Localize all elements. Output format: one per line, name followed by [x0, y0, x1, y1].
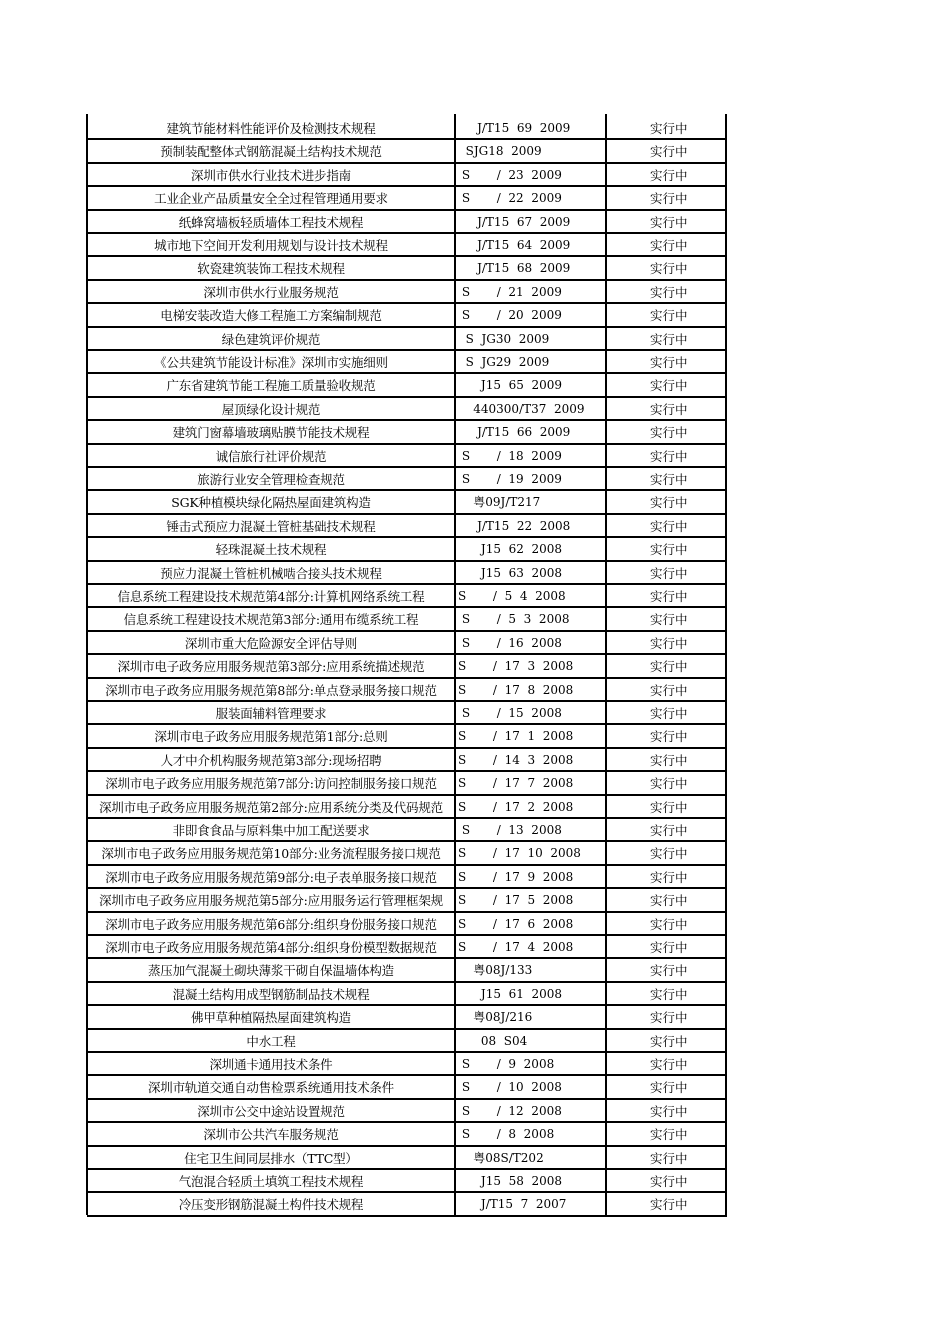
standard-name: 冷压变形钢筋混凝土构件技术规程	[178, 1197, 364, 1213]
table-row	[0, 1193, 950, 1216]
table-row	[0, 585, 950, 608]
standard-name: 人才中介机构服务规范第3部分:现场招聘	[160, 752, 382, 768]
standard-name: 深圳市电子政务应用服务规范第10部分:业务流程服务接口规范	[101, 846, 441, 862]
standard-code: S / 17 9 2008	[458, 869, 574, 884]
standard-status: 实行中	[650, 659, 688, 675]
table-row	[0, 725, 950, 748]
table-row	[0, 679, 950, 702]
table-row	[0, 866, 950, 889]
standard-code: S / 23 2009	[458, 167, 562, 182]
standard-name: SGK种植模块绿化隔热屋面建筑构造	[171, 495, 371, 511]
table-row	[0, 702, 950, 725]
standard-code: S / 17 6 2008	[458, 916, 574, 931]
standard-code: S JG29 2009	[458, 355, 550, 369]
standard-name: 绿色建筑评价规范	[221, 331, 321, 347]
standard-code: 粤08S/T202	[458, 1150, 544, 1165]
standard-status: 实行中	[650, 308, 688, 324]
table-row	[0, 1123, 950, 1146]
table-row	[0, 983, 950, 1006]
standard-status: 实行中	[650, 986, 688, 1002]
standard-status: 实行中	[650, 448, 688, 464]
table-row	[0, 234, 950, 257]
standard-status: 实行中	[650, 214, 688, 230]
standard-status: 实行中	[650, 846, 688, 862]
standard-status: 实行中	[650, 401, 688, 417]
standard-name: 佛甲草种植隔热屋面建筑构造	[191, 1010, 351, 1026]
standard-code: S / 5 3 2008	[458, 612, 570, 627]
standard-name: 深圳市公交中途站设置规范	[197, 1103, 345, 1119]
standard-status: 实行中	[650, 542, 688, 558]
standard-name: 软瓷建筑装饰工程技术规程	[197, 261, 345, 277]
standard-status: 实行中	[650, 940, 688, 955]
standard-code: S / 12 2008	[458, 1103, 562, 1118]
standard-name: 深圳市电子政务应用服务规范第8部分:单点登录服务接口规范	[105, 682, 437, 698]
standard-status: 实行中	[650, 612, 688, 628]
standard-code: S / 16 2008	[458, 635, 562, 650]
table-row	[0, 1147, 950, 1170]
standard-status: 实行中	[650, 869, 688, 885]
standard-name: 深圳市电子政务应用服务规范第2部分:应用系统分类及代码规范	[99, 799, 443, 815]
standard-name: 锤击式预应力混凝土管桩基础技术规程	[166, 518, 376, 534]
standard-status: 实行中	[650, 776, 688, 792]
standard-code: J/T15 7 2007	[458, 1197, 567, 1212]
standard-status: 实行中	[650, 331, 688, 347]
table-row	[0, 351, 950, 374]
table-row	[0, 1006, 950, 1029]
standard-name: 信息系统工程建设技术规范第3部分:通用布缆系统工程	[123, 612, 419, 628]
standard-name: 深圳市电子政务应用服务规范第4部分:组织身份模型数据规范	[105, 940, 437, 955]
standard-code: S / 17 4 2008	[458, 940, 574, 954]
table-row	[0, 515, 950, 538]
standard-status: 实行中	[650, 1033, 688, 1049]
standard-code: J15 63 2008	[458, 565, 563, 580]
standard-status: 实行中	[650, 191, 688, 207]
standard-code: S / 18 2009	[458, 448, 562, 463]
standard-name: 深圳通卡通用技术条件	[209, 1057, 333, 1072]
table-row	[0, 117, 950, 140]
standard-name: 蒸压加气混凝土砌块薄浆干砌自保温墙体构造	[147, 963, 394, 979]
standard-name: 深圳市公共汽车服务规范	[203, 1127, 339, 1143]
standard-code: J/T15 22 2008	[458, 518, 571, 533]
table-row	[0, 842, 950, 865]
standard-code: 粤08J/133	[458, 963, 533, 978]
table-row	[0, 819, 950, 842]
standard-code: J/T15 66 2009	[458, 425, 571, 440]
standard-name: 轻珠混凝土技术规程	[215, 542, 327, 558]
table-row	[0, 164, 950, 187]
table-row	[0, 445, 950, 468]
standard-status: 实行中	[650, 706, 688, 721]
standard-name: 深圳市重大危险源安全评估导则	[184, 635, 358, 651]
standard-name: 气泡混合轻质土填筑工程技术规程	[178, 1174, 364, 1189]
standard-code: J/T15 64 2009	[458, 238, 571, 252]
standard-status: 实行中	[650, 589, 688, 604]
standard-code: S / 8 2008	[458, 1127, 555, 1142]
standard-status: 实行中	[650, 121, 688, 136]
standard-status: 实行中	[650, 1103, 688, 1119]
standard-name: 深圳市电子政务应用服务规范第7部分:访问控制服务接口规范	[105, 776, 437, 792]
standard-name: 工业企业产品质量安全全过程管理通用要求	[154, 191, 388, 207]
standard-code: 粤08J/216	[458, 1010, 533, 1025]
standard-status: 实行中	[650, 729, 688, 745]
table-row	[0, 749, 950, 772]
standard-name: 信息系统工程建设技术规范第4部分:计算机网络系统工程	[117, 589, 425, 604]
table-row	[0, 772, 950, 795]
table-row	[0, 1100, 950, 1123]
standard-code: J15 65 2009	[458, 378, 563, 393]
standard-status: 实行中	[650, 1197, 688, 1213]
standard-status: 实行中	[650, 378, 688, 394]
standard-code: SJG18 2009	[458, 144, 542, 159]
standard-status: 实行中	[650, 682, 688, 698]
table-row	[0, 257, 950, 280]
standard-name: 建筑门窗幕墙玻璃贴膜节能技术规程	[172, 425, 370, 441]
standard-code: S / 19 2009	[458, 472, 562, 486]
standard-status: 实行中	[650, 1174, 688, 1189]
standard-name: 电梯安装改造大修工程施工方案编制规范	[160, 308, 382, 324]
table-row	[0, 913, 950, 936]
table-row	[0, 632, 950, 655]
standard-name: 旅游行业安全管理检查规范	[197, 472, 345, 487]
table-row	[0, 538, 950, 561]
standard-name: 深圳市供水行业技术进步指南	[191, 167, 351, 183]
standard-status: 实行中	[650, 518, 688, 534]
standard-code: S / 10 2008	[458, 1080, 562, 1095]
standard-status: 实行中	[650, 565, 688, 581]
standard-code: S / 17 10 2008	[458, 846, 581, 861]
standard-code: S / 22 2009	[458, 191, 562, 206]
standard-status: 实行中	[650, 1010, 688, 1026]
standard-name: 非即食食品与原料集中加工配送要求	[172, 823, 370, 838]
standard-status: 实行中	[650, 963, 688, 979]
standard-code: S / 13 2008	[458, 823, 562, 837]
standard-code: S / 17 1 2008	[458, 729, 574, 744]
table-row	[0, 304, 950, 327]
standard-status: 实行中	[650, 823, 688, 838]
standard-status: 实行中	[650, 495, 688, 511]
standard-name: 深圳市电子政务应用服务规范第9部分:电子表单服务接口规范	[105, 869, 437, 885]
standard-code: J15 58 2008	[458, 1174, 563, 1188]
table-row	[0, 468, 950, 491]
table-row	[0, 187, 950, 210]
standard-status: 实行中	[650, 472, 688, 487]
standard-name: 深圳市电子政务应用服务规范第5部分:应用服务运行管理框架规	[99, 893, 443, 909]
table-row	[0, 140, 950, 163]
standard-name: 广东省建筑节能工程施工质量验收规范	[166, 378, 376, 394]
standard-code: S / 14 3 2008	[458, 752, 574, 767]
standard-status: 实行中	[650, 425, 688, 441]
standard-name: 预应力混凝土管桩机械啮合接头技术规程	[160, 565, 382, 581]
standard-code: S / 20 2009	[458, 308, 562, 323]
standard-name: 深圳市电子政务应用服务规范第3部分:应用系统描述规范	[117, 659, 425, 675]
table-row	[0, 562, 950, 585]
table-row	[0, 889, 950, 912]
standard-status: 实行中	[650, 284, 688, 300]
standard-status: 实行中	[650, 167, 688, 183]
standard-status: 实行中	[650, 355, 688, 370]
table-row	[0, 1053, 950, 1076]
table-row	[0, 491, 950, 514]
standard-name: 混凝土结构用成型钢筋制品技术规程	[172, 986, 370, 1002]
standard-name: 深圳市电子政务应用服务规范第6部分:组织身份服务接口规范	[105, 916, 437, 932]
standard-code: 粤09J/T217	[458, 495, 541, 510]
standard-code: S / 17 8 2008	[458, 682, 574, 697]
table-row	[0, 281, 950, 304]
table-row	[0, 1170, 950, 1193]
standard-status: 实行中	[650, 1080, 688, 1096]
standard-code: S / 17 7 2008	[458, 776, 574, 791]
table-row	[0, 1030, 950, 1053]
standard-name: 纸蜂窝墙板轻质墙体工程技术规程	[178, 214, 364, 230]
standard-status: 实行中	[650, 261, 688, 277]
table-row	[0, 1076, 950, 1099]
standard-name: 诚信旅行社评价规范	[215, 448, 327, 464]
standard-code: S / 15 2008	[458, 706, 562, 720]
standard-name: 服装面辅料管理要求	[215, 706, 327, 721]
standard-status: 实行中	[650, 144, 688, 160]
standard-code: J15 62 2008	[458, 542, 563, 557]
standard-name: 屋顶绿化设计规范	[221, 401, 321, 417]
standard-name: 深圳市供水行业服务规范	[203, 284, 339, 300]
standard-code: S / 17 2 2008	[458, 799, 574, 814]
standard-code: S / 9 2008	[458, 1057, 555, 1071]
table-row	[0, 608, 950, 631]
table-row	[0, 796, 950, 819]
standard-code: J/T15 68 2009	[458, 261, 571, 276]
table-row	[0, 374, 950, 397]
table-row	[0, 421, 950, 444]
standard-code: S / 21 2009	[458, 284, 562, 299]
standard-name: 中水工程	[246, 1033, 296, 1049]
standard-name: 深圳市电子政务应用服务规范第1部分:总则	[154, 729, 388, 745]
standard-status: 实行中	[650, 1150, 688, 1166]
table-row	[0, 328, 950, 351]
standard-status: 实行中	[650, 752, 688, 768]
standard-name: 城市地下空间开发利用规划与设计技术规程	[154, 238, 388, 253]
standard-name: 预制装配整体式钢筋混凝土结构技术规范	[160, 144, 382, 160]
standard-status: 实行中	[650, 916, 688, 932]
standard-code: J15 61 2008	[458, 986, 563, 1001]
standard-status: 实行中	[650, 893, 688, 909]
standard-code: S / 5 4 2008	[458, 589, 566, 603]
row-separator	[87, 1215, 727, 1217]
table-row	[0, 211, 950, 234]
standard-status: 实行中	[650, 799, 688, 815]
table-row	[0, 959, 950, 982]
standard-status: 实行中	[650, 1127, 688, 1143]
standard-code: S JG30 2009	[458, 331, 550, 346]
standard-status: 实行中	[650, 1057, 688, 1072]
standard-code: 08 S04	[458, 1033, 528, 1048]
standard-code: 440300/T37 2009	[458, 401, 585, 416]
table-row	[0, 655, 950, 678]
standard-code: J/T15 67 2009	[458, 214, 571, 229]
standard-code: S / 17 5 2008	[458, 893, 574, 908]
standard-status: 实行中	[650, 635, 688, 651]
table-row	[0, 398, 950, 421]
standard-name: 深圳市轨道交通自动售检票系统通用技术条件	[147, 1080, 394, 1096]
standard-name: 《公共建筑节能设计标准》深圳市实施细则	[154, 355, 388, 370]
standard-name: 建筑节能材料性能评价及检测技术规程	[166, 121, 376, 136]
standard-status: 实行中	[650, 238, 688, 253]
table-row	[0, 936, 950, 959]
standard-code: J/T15 69 2009	[458, 121, 571, 135]
standard-name: 住宅卫生间同层排水（TTC型）	[184, 1150, 358, 1166]
standard-code: S / 17 3 2008	[458, 659, 574, 674]
